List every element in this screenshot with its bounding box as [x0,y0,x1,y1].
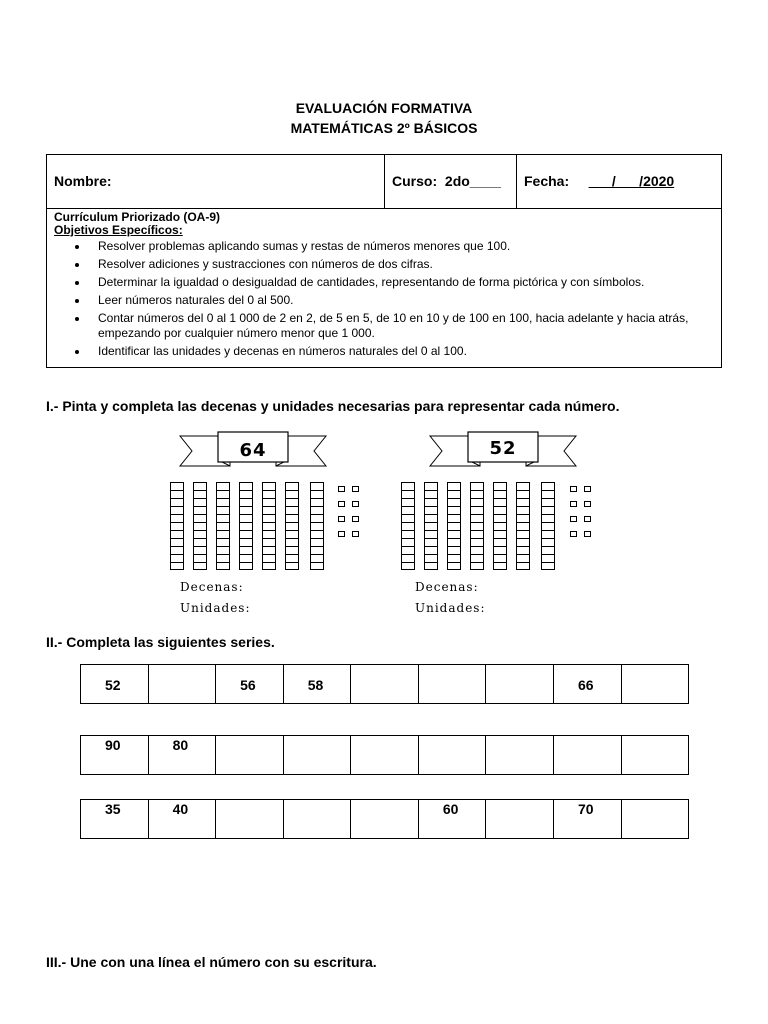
series-cell[interactable]: 35 [81,800,149,838]
series-cell[interactable] [486,800,554,838]
unit-cube[interactable] [570,486,577,492]
series-cell[interactable]: 80 [149,736,217,774]
series-cell[interactable] [419,665,487,703]
number-series-3 [80,799,689,839]
series-cell[interactable] [351,736,419,774]
bullet-icon [75,317,79,321]
tens-rod[interactable] [170,482,184,570]
document-subtitle: MATEMÁTICAS 2º BÁSICOS [290,120,478,136]
unit-cube[interactable] [570,531,577,537]
series-cell[interactable] [149,665,217,703]
tens-rod[interactable] [262,482,276,570]
decenas-label: Decenas: [415,580,479,594]
unidades-label: Unidades: [180,601,251,615]
series-cell[interactable] [486,665,554,703]
series-cell[interactable] [622,736,689,774]
tens-rod[interactable] [310,482,324,570]
section-3-title: III.- Une con una línea el número con su escritura. [46,954,377,970]
series-cell[interactable]: 70 [554,800,622,838]
document-title: EVALUACIÓN FORMATIVA [295,100,473,116]
series-cell[interactable] [216,736,284,774]
curriculum-label: Currículum Priorizado (OA-9) [54,210,221,224]
bullet-icon [75,350,79,354]
tens-rod[interactable] [447,482,461,570]
tens-rod[interactable] [401,482,415,570]
unit-cube[interactable] [338,486,345,492]
fecha-value: ___/___/2020 [588,173,675,189]
bullet-icon [75,281,79,285]
unit-cube[interactable] [338,516,345,522]
series-cell[interactable] [351,665,419,703]
objectives-heading: Objetivos Específicos: [54,223,183,237]
series-cell[interactable] [351,800,419,838]
objective-item: Contar números del 0 al 1 000 de 2 en 2, de 5 en 5, de 10 en 10 y de 100 en 100, hacia adelante y hacia atrás, empezando por cualquier número menor que 1 000. [54,311,714,341]
target-number: 52 [489,438,517,459]
bullet-icon [75,299,79,303]
base-ten-exercise-64 [160,430,400,620]
unit-cube[interactable] [352,531,359,537]
tens-rod[interactable] [193,482,207,570]
tens-rod[interactable] [424,482,438,570]
series-cell[interactable] [216,800,284,838]
series-cell[interactable] [622,665,689,703]
number-series-2 [80,735,689,775]
unit-cube[interactable] [338,531,345,537]
series-cell[interactable] [554,736,622,774]
decenas-label: Decenas: [180,580,244,594]
unit-cube[interactable] [352,501,359,507]
target-number: 64 [239,440,267,461]
unit-cube[interactable] [570,516,577,522]
info-row [47,155,721,209]
fecha-label: Fecha: [524,173,570,189]
bullet-icon [75,245,79,249]
tens-rod[interactable] [239,482,253,570]
series-cell[interactable] [284,800,352,838]
objective-item: Identificar las unidades y decenas en números naturales del 0 al 100. [54,344,714,359]
curso-value: 2do____ [444,173,501,189]
base-ten-exercise-52 [393,430,633,620]
tens-rod[interactable] [493,482,507,570]
unit-cube[interactable] [584,486,591,492]
tens-rod[interactable] [285,482,299,570]
series-cell[interactable] [284,736,352,774]
curso-label: Curso: [392,173,438,189]
series-cell[interactable]: 52 [81,665,149,703]
bullet-icon [75,263,79,267]
unit-cube[interactable] [584,516,591,522]
series-cell[interactable] [419,736,487,774]
unit-cube[interactable] [338,501,345,507]
section-2-title: II.- Completa las siguientes series. [46,634,275,650]
tens-rod[interactable] [216,482,230,570]
tens-rod[interactable] [470,482,484,570]
series-cell[interactable]: 40 [149,800,217,838]
series-cell[interactable]: 60 [419,800,487,838]
objective-item: Determinar la igualdad o desigualdad de cantidades, representando de forma pictórica y con símbolos. [54,275,714,290]
number-series-1 [80,664,689,704]
unit-cube[interactable] [352,516,359,522]
nombre-field[interactable] [47,155,385,208]
series-cell[interactable]: 58 [284,665,352,703]
unidades-label: Unidades: [415,601,486,615]
series-cell[interactable]: 90 [81,736,149,774]
section-1-title: I.- Pinta y completa las decenas y unidades necesarias para representar cada número. [46,398,620,414]
series-cell[interactable] [486,736,554,774]
curso-field[interactable] [385,155,517,208]
student-info-table [46,154,722,368]
series-cell[interactable]: 56 [216,665,284,703]
unit-cube[interactable] [584,531,591,537]
objective-item: Resolver adiciones y sustracciones con números de dos cifras. [54,257,714,272]
unit-cube[interactable] [570,501,577,507]
objective-item: Leer números naturales del 0 al 500. [54,293,714,308]
series-cell[interactable]: 66 [554,665,622,703]
tens-rod[interactable] [541,482,555,570]
tens-rod[interactable] [516,482,530,570]
objectives-list [54,239,714,359]
unit-cube[interactable] [584,501,591,507]
nombre-label: Nombre: [54,173,112,189]
objective-item: Resolver problemas aplicando sumas y restas de números menores que 100. [54,239,714,254]
unit-cube[interactable] [352,486,359,492]
objectives-block [54,211,714,362]
fecha-field[interactable] [517,155,722,208]
series-cell[interactable] [622,800,689,838]
